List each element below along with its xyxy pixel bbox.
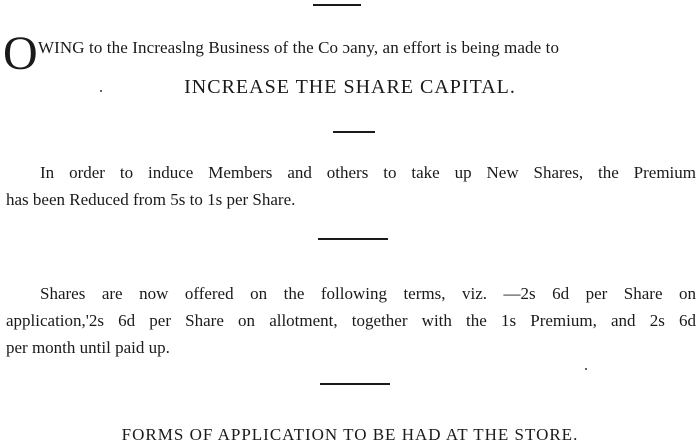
drop-cap: O: [3, 27, 38, 80]
headline: INCREASE THE SHARE CAPITAL.: [184, 76, 516, 98]
paragraph-premium-line-1: In order to induce Members and others to take up New Shares, the Premium: [40, 163, 696, 182]
paragraph-terms-line-3: per month until paid up.: [6, 338, 170, 357]
paragraph-terms-line-2: application,'2s 6d per Share on allotment, together with the 1s Premium, and 2s 6d: [6, 311, 696, 330]
paragraph-terms: [6, 280, 696, 361]
print-speck: [585, 368, 587, 370]
paragraph-terms-line-1: Shares are now offered on the following terms, viz. —2s 6d per Share on: [40, 284, 696, 303]
intro-line: WING to the Increaslng Business of the Co ɔany, an effort is being made to: [38, 38, 560, 57]
footer-line: FORMS OF APPLICATION TO BE HAD AT THE STORE.: [121, 425, 579, 444]
separator-rule-1: [333, 131, 375, 133]
separator-rule-3: [320, 383, 390, 385]
paragraph-premium-line-2: has been Reduced from 5s to 1s per Share.: [6, 190, 296, 209]
top-rule: [313, 4, 361, 6]
paragraph-premium: [6, 159, 696, 213]
separator-rule-2: [318, 238, 388, 240]
